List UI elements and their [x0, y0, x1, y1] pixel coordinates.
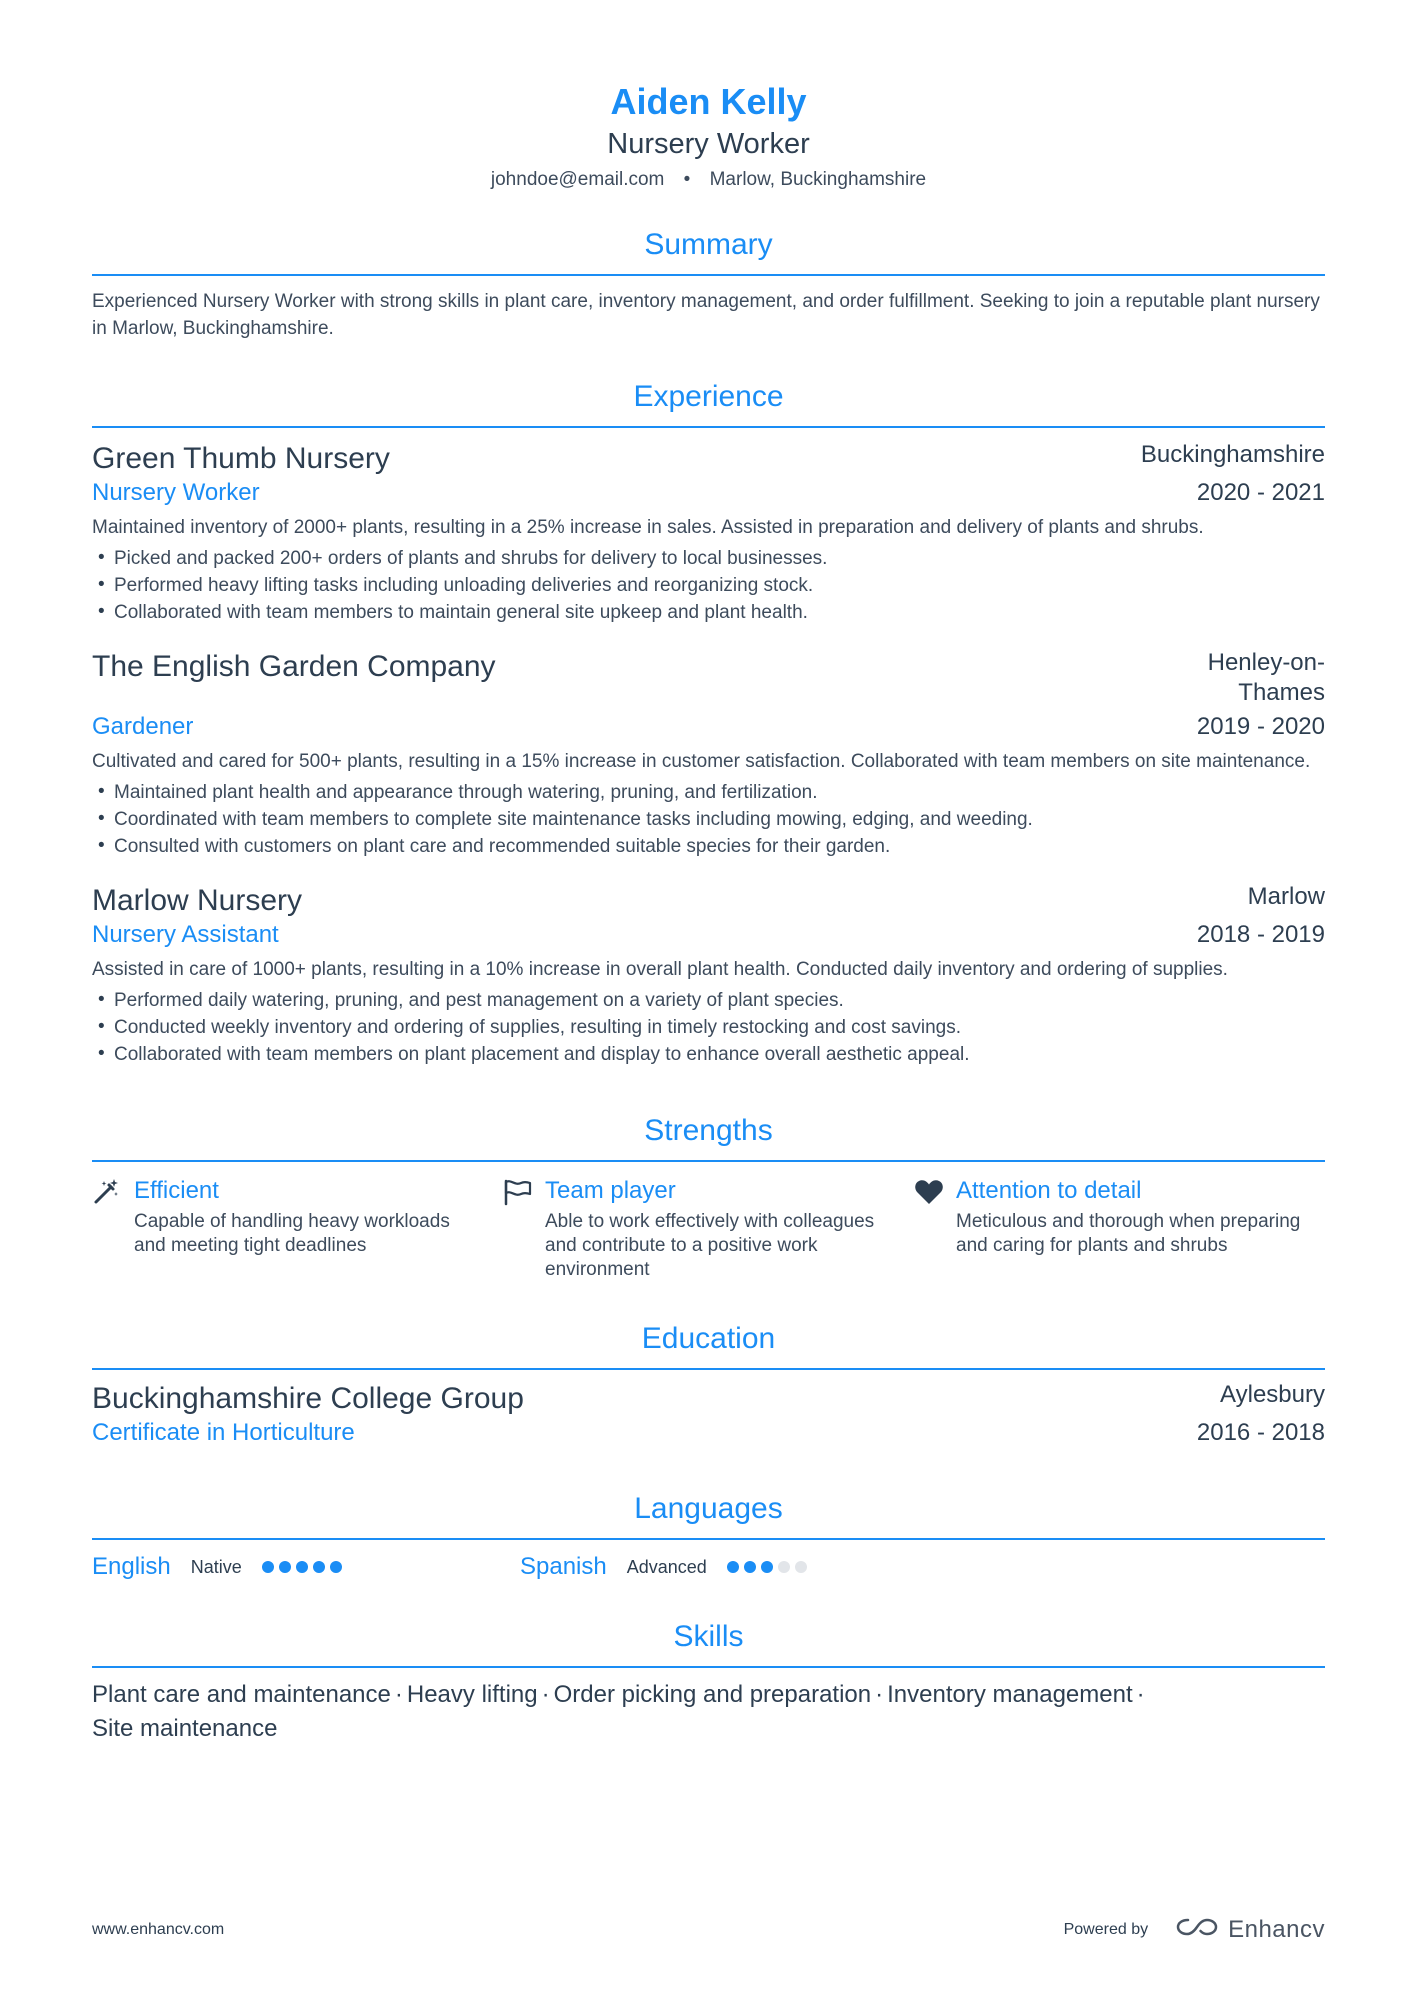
contact-separator: • [683, 169, 691, 190]
job-bullet: • Performed daily watering, pruning, and pest management on a variety of plant species. [92, 987, 1325, 1014]
job-bullet: • Coordinated with team members to complete site maintenance tasks including mowing, edging, and weeding. [92, 806, 1325, 833]
rating-dot-filled [262, 1561, 274, 1573]
education-section [92, 1320, 1325, 1448]
language-item [520, 1552, 948, 1582]
skill-separator: · [875, 1681, 884, 1708]
strength-title: Team player [545, 1177, 676, 1204]
education-degree: Certificate in Horticulture [92, 1419, 355, 1446]
job-bullet: • Performed heavy lifting tasks including unloading deliveries and reorganizing stock. [92, 572, 1325, 599]
job-description: Assisted in care of 1000+ plants, resulting in a 10% increase in overall plant health. Conducted daily inventory and ordering of supplies. [92, 959, 1228, 980]
job-position: Nursery Assistant [92, 921, 279, 948]
job-location: Buckinghamshire [1140, 441, 1325, 468]
job-location: Marlow [1247, 883, 1325, 910]
rating-dot-empty [778, 1561, 790, 1573]
strength-item [92, 1176, 503, 1282]
contact-line [92, 168, 1325, 192]
job-bullet: • Maintained plant health and appearance through watering, pruning, and fertilization. [92, 779, 1325, 806]
education-dates: 2016 - 2018 [1196, 1419, 1325, 1446]
languages-list [92, 1552, 1325, 1582]
contact-email[interactable]: johndoe@email.com [490, 169, 665, 190]
summary-heading: Summary [92, 226, 1325, 276]
header [92, 0, 1325, 192]
skill-separator: · [541, 1681, 550, 1708]
language-level: Native [190, 1556, 242, 1577]
rating-dot-filled [744, 1561, 756, 1573]
skill-item: Heavy lifting [406, 1681, 538, 1708]
rating-dot-filled [279, 1561, 291, 1573]
skill-item: Site maintenance [92, 1715, 278, 1742]
job-location: Henley-on-Thames [1207, 649, 1325, 706]
job-entry [92, 648, 1325, 860]
job-bullet: • Collaborated with team members to maintain general site upkeep and plant health. [92, 599, 1325, 626]
strengths-heading: Strengths [92, 1112, 1325, 1162]
job-bullet: • Conducted weekly inventory and ordering of supplies, resulting in timely restocking and cost savings. [92, 1014, 1325, 1041]
skill-separator: · [1136, 1681, 1145, 1708]
skill-separator: · [394, 1681, 403, 1708]
strengths-list [92, 1176, 1325, 1282]
candidate-name: Aiden Kelly [610, 81, 807, 122]
strength-description: Meticulous and thorough when preparing and caring for plants and shrubs [956, 1211, 1301, 1256]
skills-section [92, 1618, 1325, 1746]
strength-title: Attention to detail [956, 1177, 1142, 1204]
heart-icon [914, 1176, 956, 1210]
education-location: Aylesbury [1220, 1381, 1325, 1408]
resume-content [92, 0, 1325, 1746]
rating-dot-filled [313, 1561, 325, 1573]
job-company: Green Thumb Nursery [92, 442, 390, 475]
rating-dot-filled [330, 1561, 342, 1573]
job-bullets [92, 779, 1325, 860]
rating-dot-filled [761, 1561, 773, 1573]
magic-wand-icon [92, 1176, 134, 1210]
experience-heading: Experience [92, 378, 1325, 428]
skills-list [92, 1678, 1325, 1746]
job-dates: 2019 - 2020 [1196, 713, 1325, 740]
skill-item: Order picking and preparation [553, 1681, 872, 1708]
job-bullet: • Picked and packed 200+ orders of plants and shrubs for delivery to local businesses. [92, 545, 1325, 572]
languages-section [92, 1490, 1325, 1582]
skill-item: Inventory management [887, 1681, 1133, 1708]
language-name: English [92, 1553, 171, 1580]
rating-dot-filled [727, 1561, 739, 1573]
flag-icon [503, 1176, 545, 1210]
strengths-section [92, 1112, 1325, 1282]
job-entry [92, 882, 1325, 1068]
experience-section [92, 378, 1325, 1068]
enhancv-brand[interactable]: Enhancv [1228, 1915, 1325, 1943]
rating-dot-empty [795, 1561, 807, 1573]
language-item [92, 1552, 520, 1582]
job-dates: 2018 - 2019 [1196, 921, 1325, 948]
job-description: Maintained inventory of 2000+ plants, resulting in a 25% increase in sales. Assisted in preparation and delivery of plants and shrubs. [92, 517, 1204, 538]
strength-title: Efficient [134, 1177, 219, 1204]
language-rating [262, 1561, 342, 1573]
job-bullet: • Consulted with customers on plant care and recommended suitable species for their garden. [92, 833, 1325, 860]
job-entry [92, 440, 1325, 626]
enhancv-logo-icon[interactable] [1174, 1915, 1220, 1944]
job-bullets [92, 545, 1325, 626]
job-description: Cultivated and cared for 500+ plants, resulting in a 15% increase in customer satisfaction. Collaborated with team members on site maintenance. [92, 751, 1311, 772]
job-bullets [92, 987, 1325, 1068]
languages-heading: Languages [92, 1490, 1325, 1540]
language-rating [727, 1561, 807, 1573]
strength-description: Capable of handling heavy workloads and meeting tight deadlines [134, 1211, 450, 1256]
footer [92, 1915, 1325, 1944]
language-name: Spanish [520, 1553, 607, 1580]
summary-text: Experienced Nursery Worker with strong skills in plant care, inventory management, and order fulfillment. Seeking to join a reputable plant nursery in Marlow, Buckinghamshire. [92, 291, 1320, 339]
job-position: Gardener [92, 713, 194, 740]
language-level: Advanced [626, 1556, 707, 1577]
candidate-title: Nursery Worker [607, 128, 810, 160]
rating-dot-filled [296, 1561, 308, 1573]
education-entry [92, 1380, 1325, 1448]
powered-by-label: Powered by [1063, 1920, 1149, 1938]
education-heading: Education [92, 1320, 1325, 1370]
footer-branding [1064, 1915, 1325, 1944]
contact-location: Marlow, Buckinghamshire [709, 169, 927, 190]
strength-item [914, 1176, 1325, 1282]
job-company: The English Garden Company [92, 650, 496, 683]
job-dates: 2020 - 2021 [1196, 479, 1325, 506]
education-school: Buckinghamshire College Group [92, 1382, 524, 1415]
skill-item: Plant care and maintenance [92, 1681, 391, 1708]
job-bullet: • Collaborated with team members on plant placement and display to enhance overall aesthetic appeal. [92, 1041, 1325, 1068]
job-company: Marlow Nursery [92, 884, 303, 917]
strength-item [503, 1176, 914, 1282]
skills-heading: Skills [92, 1618, 1325, 1668]
summary-section [92, 226, 1325, 342]
job-position: Nursery Worker [92, 479, 260, 506]
footer-url[interactable]: www.enhancv.com [92, 1920, 225, 1938]
strength-description: Able to work effectively with colleagues and contribute to a positive work environment [545, 1211, 875, 1280]
